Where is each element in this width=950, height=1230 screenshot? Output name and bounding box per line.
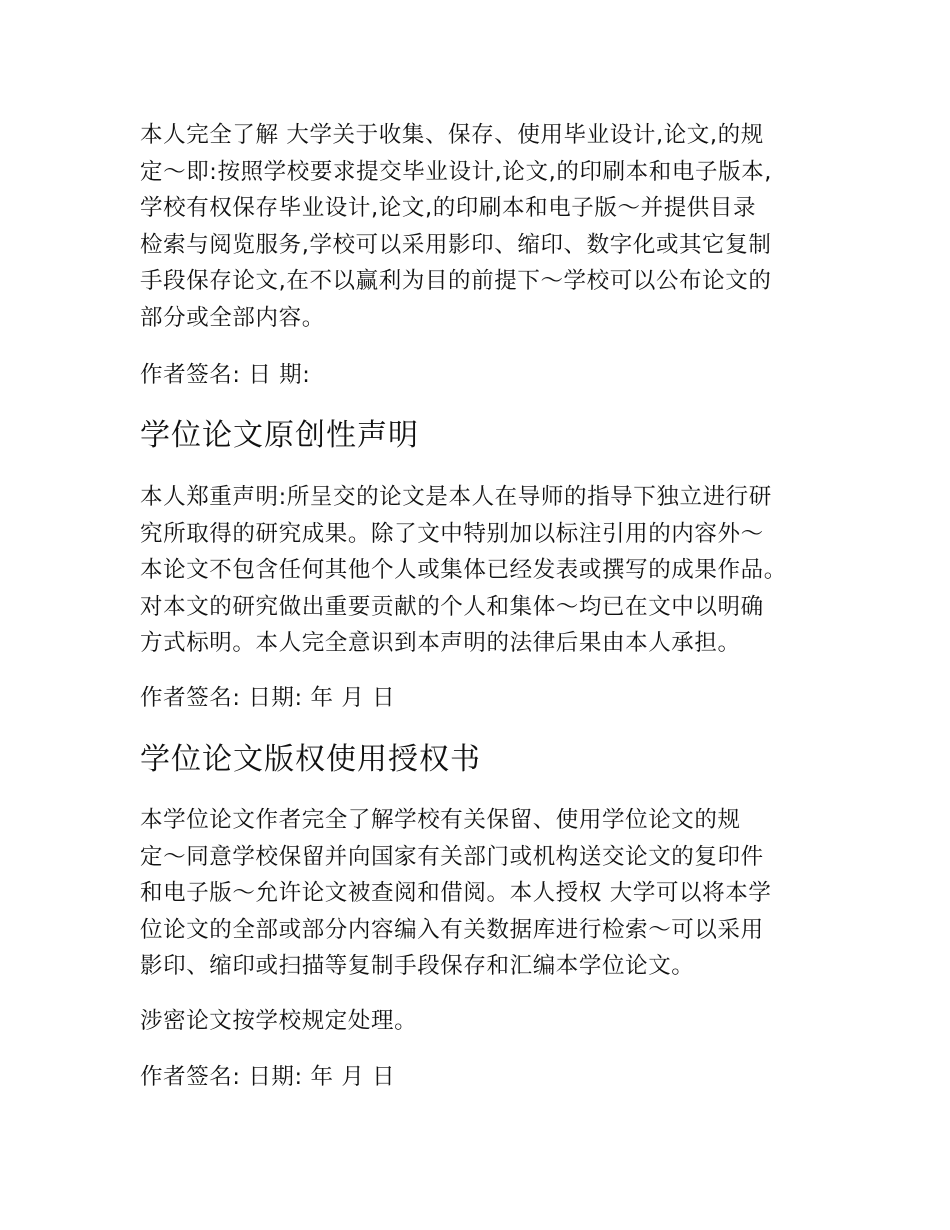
paragraph-line: 和电子版～允许论文被查阅和借阅。本人授权 大学可以将本学 <box>140 880 772 906</box>
paragraph-line: 部分或全部内容。 <box>140 304 325 331</box>
paragraph-line: 手段保存论文,在不以赢利为目的前提下～学校可以公布论文的 <box>140 268 772 294</box>
section-heading-copyright: 学位论文版权使用授权书 <box>140 742 481 777</box>
originality-paragraph <box>140 479 812 662</box>
paragraph-line: 本论文不包含任何其他个人或集体已经发表或撰写的成果作品。 <box>140 557 787 583</box>
paragraph-line: 对本文的研究做出重要贡献的个人和集体～均已在文中以明确 <box>140 593 764 620</box>
paragraph-line: 究所取得的研究成果。除了文中特别加以标注引用的内容外～ <box>140 520 764 547</box>
paragraph-line: 位论文的全部或部分内容编入有关数据库进行检索～可以采用 <box>140 916 764 943</box>
copyright-paragraph <box>140 802 812 985</box>
paragraph-line: 本人郑重声明:所呈交的论文是本人在导师的指导下独立进行研 <box>140 484 772 510</box>
paragraph-line: 学校有权保存毕业设计,论文,的印刷本和电子版～并提供目录 <box>140 195 757 221</box>
paragraph-line: 检索与阅览服务,学校可以采用影印、缩印、数字化或其它复制 <box>140 231 772 258</box>
signature-line: 作者签名: 日期: 年 月 日 <box>140 1064 396 1090</box>
paragraph-line: 本人完全了解 大学关于收集、保存、使用毕业设计,论文,的规 <box>140 122 764 148</box>
signature-line: 作者签名: 日期: 年 月 日 <box>140 685 396 711</box>
paragraph-line: 方式标明。本人完全意识到本声明的法律后果由本人承担。 <box>140 630 741 656</box>
classified-note: 涉密论文按学校规定处理。 <box>140 1008 418 1034</box>
paragraph-line: 影印、缩印或扫描等复制手段保存和汇编本学位论文。 <box>140 953 695 979</box>
paragraph-line: 本学位论文作者完全了解学校有关保留、使用学位论文的规 <box>140 807 741 833</box>
section-heading-originality: 学位论文原创性声明 <box>140 418 419 453</box>
paragraph-line: 定～同意学校保留并向国家有关部门或机构送交论文的复印件 <box>140 843 764 870</box>
paragraph-line: 定～即:按照学校要求提交毕业设计,论文,的印刷本和电子版本, <box>140 158 773 185</box>
usage-paragraph <box>140 117 812 336</box>
signature-line: 作者签名: 日 期: <box>140 362 311 388</box>
